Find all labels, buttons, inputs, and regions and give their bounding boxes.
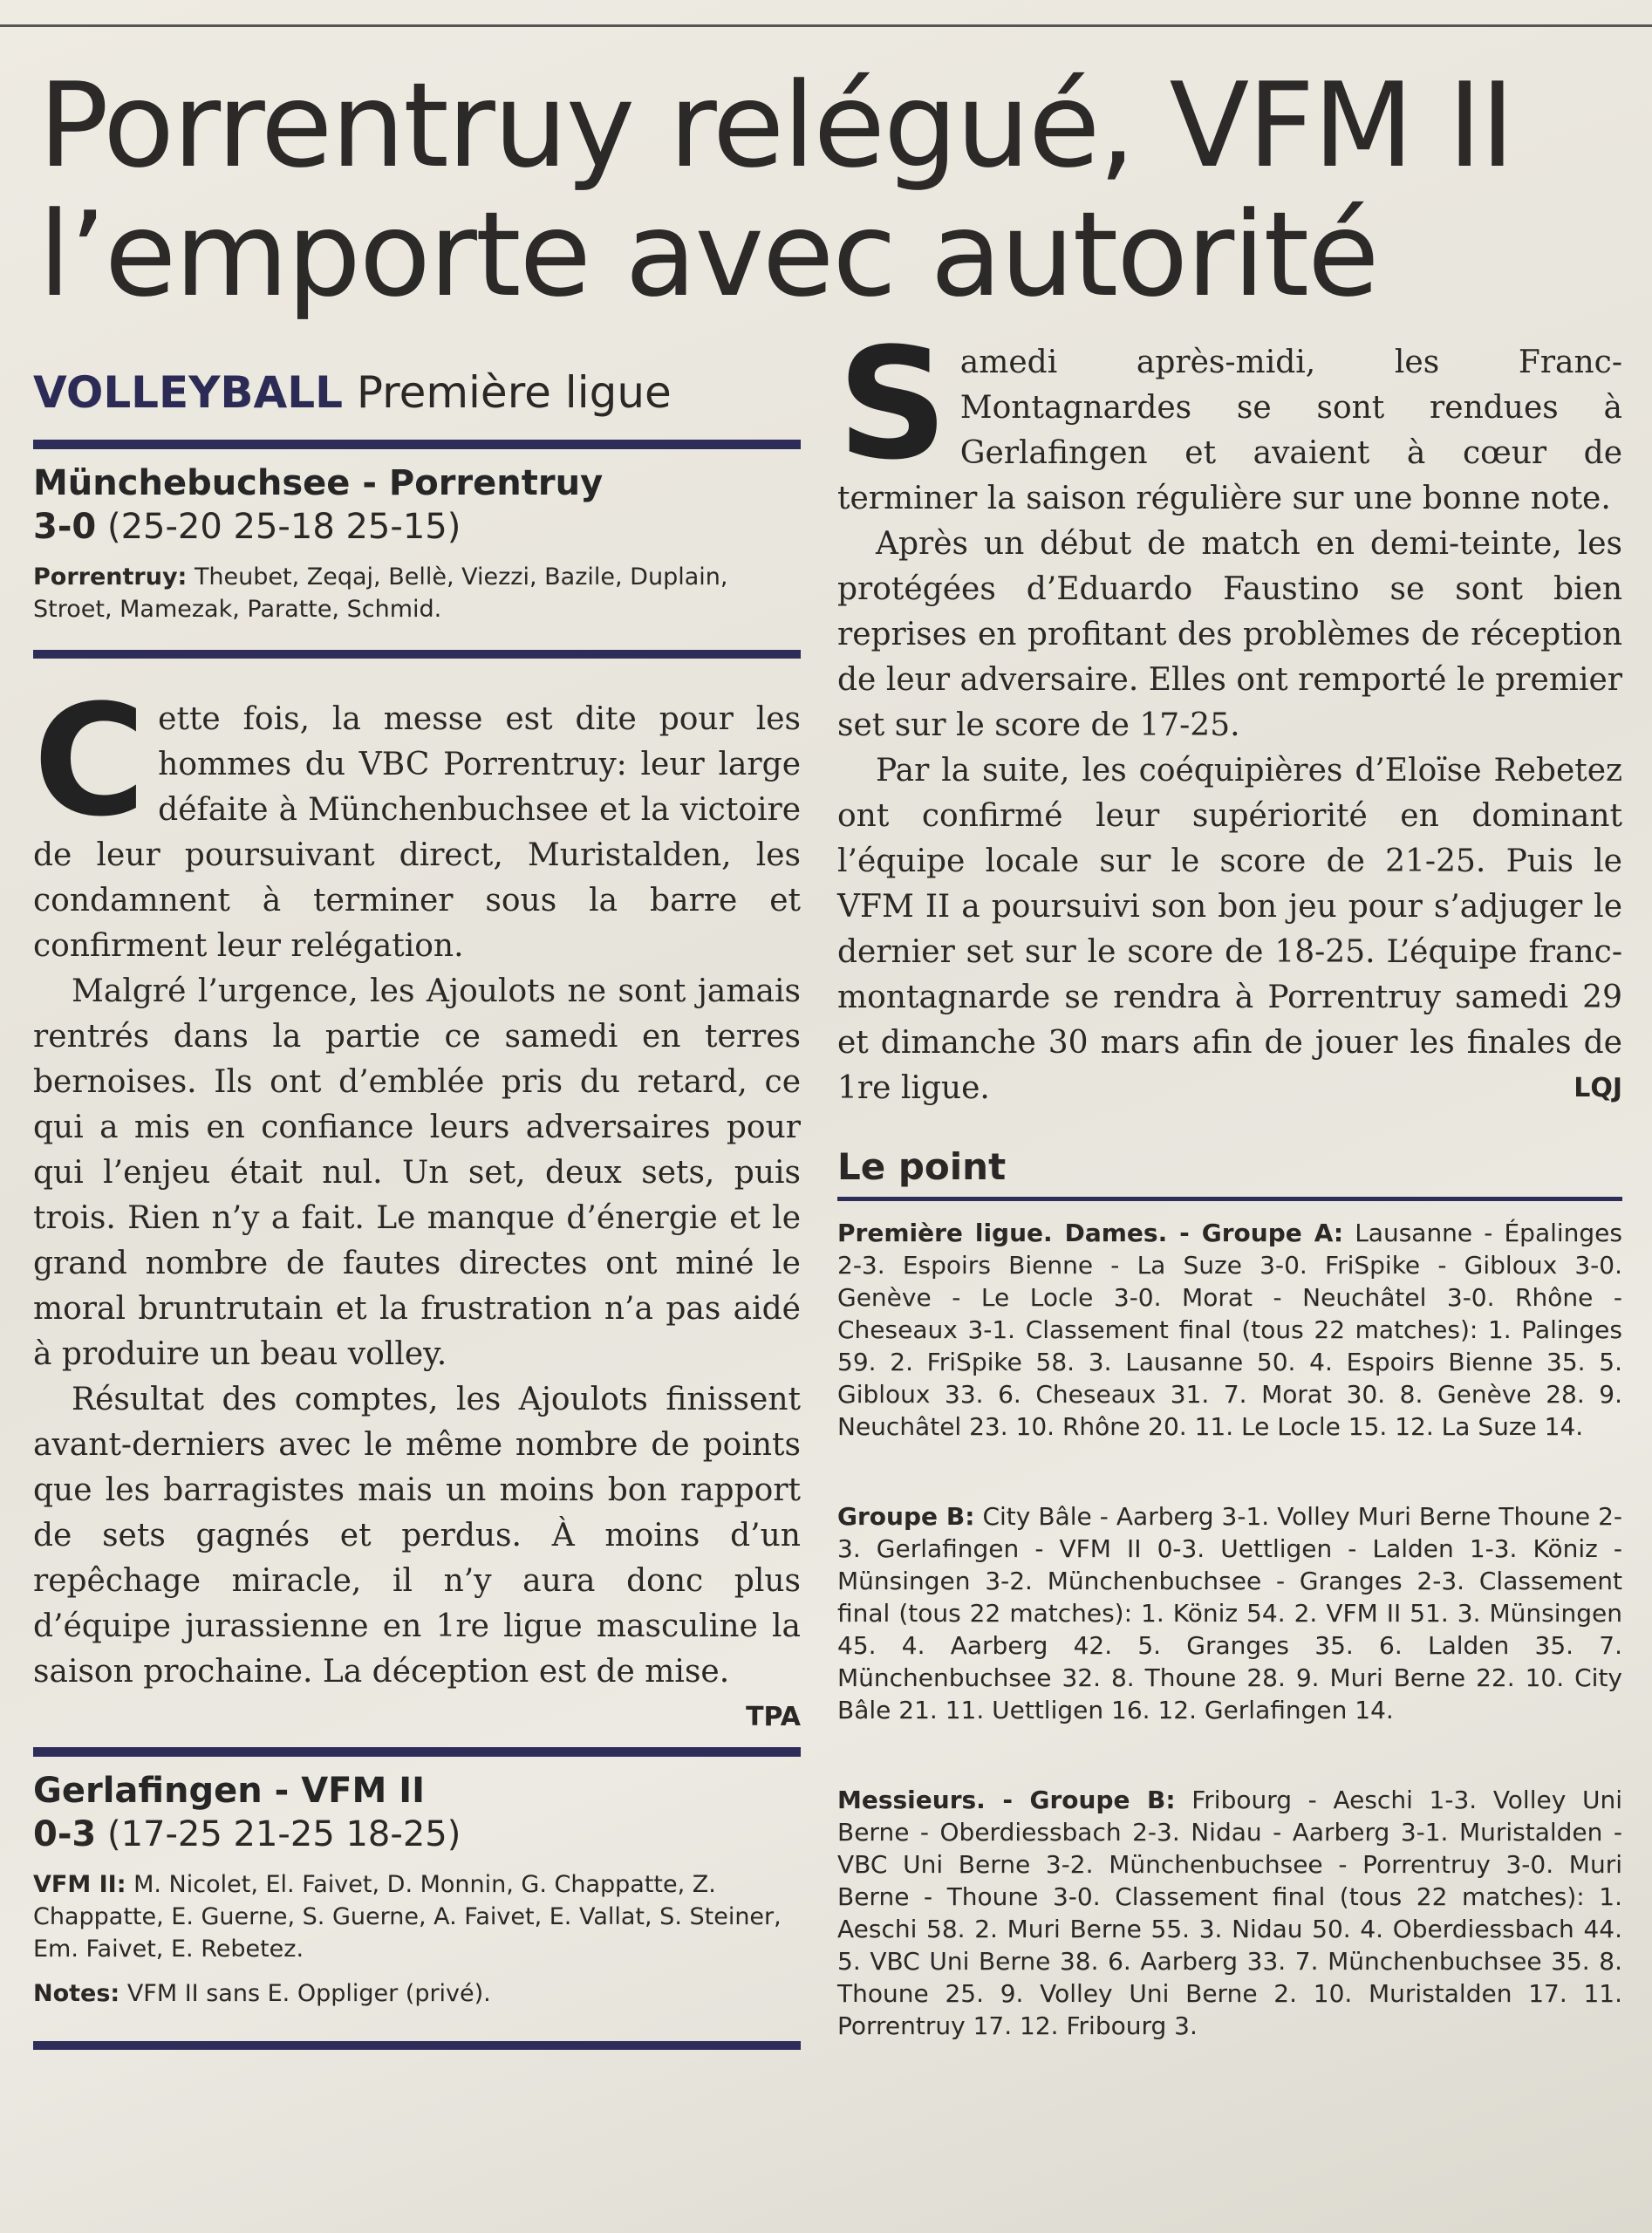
match2-score-line [33,1813,801,1856]
match1-score-line [33,505,801,549]
match2-top-rule [33,1747,801,1757]
section-kicker [33,366,801,419]
le-point-rule [837,1197,1622,1201]
article1-signature: TPA [746,1702,801,1732]
match1-rule [33,650,801,659]
match1-score: 3-0 [33,507,97,547]
match2-lineup [33,1868,801,1965]
left-column [33,366,801,2050]
match2-score: 0-3 [33,1814,97,1854]
block3-text: Fribourg - Aeschi 1-3. Volley Uni Berne - Oberdiessbach 2-3. Nidau - Aarberg 3-1. Muristalden - VBC Uni Berne 3-2. Münchenbuchsee - Porrentruy 3-0. Muri Berne - Thoune 3-0. Classement final (tous 22 matches): 1. Aeschi 58. 2. Muri Berne 55. 3. Nidau 50. 4. Oberdiessbach 44. 5. VBC Uni Berne 38. 6. Aarberg 33. 7. Münchenbuchsee 35. 8. Thoune 25. 9. Volley Uni Berne 2. 10. Muristalden 17. 11. Porrentruy 17. 12. Fribourg 3. [837,1786,1622,2040]
article2-para-3 [837,748,1622,1111]
match2-notes [33,1977,801,2010]
section-rule [33,440,801,449]
article2-para-2: Après un début de match en demi-teinte, les protégées d’Eduardo Faustino se sont bien reprises en profitant des problèmes de réception de leur adversaire. Elles ont remporté le premier set sur le score de 17-25. [837,526,1622,743]
article2-para-1 [837,315,1622,522]
match2-lineup-players: M. Nicolet, El. Faivet, D. Monnin, G. Chappatte, Z. Chappatte, E. Guerne, S. Guerne, A. Faivet, E. Vallat, S. Steiner, Em. Faivet, E. Rebetez. [33,1871,782,1963]
block1-label: Première ligue. Dames. - Groupe A: [837,1219,1344,1247]
le-point-title: Le point [837,1145,1007,1188]
kicker-sport: VOLLEYBALL [33,367,343,418]
article2-para-3-text: Par la suite, les coéquipières d’Eloïse Rebetez ont confirmé leur supériorité en dominant l’équipe locale sur le score de 21-25. Puis le VFM II a poursuivi son bon jeu pour s’adjuger le dernier set sur le score de 18-25. L’équipe franc-montagnarde se rendra à Porrentruy samedi 29 et dimanche 30 mars afin de jouer les finales de 1re ligue. [837,753,1622,1106]
match-result-1 [33,461,801,549]
match1-lineup-label: Porrentruy: [33,563,188,591]
article2-para-1-text: amedi après-midi, les Franc-Montagnardes se sont rendues à Gerlafingen et avaient à cœur de terminer la saison régulière sur une bonne note. [837,345,1622,516]
match1-lineup-players: Theubet, Zeqaj, Bellè, Viezzi, Bazile, Duplain, Stroet, Mamezak, Paratte, Schmid. [33,563,728,623]
match1-teams: Münchebuchsee - Porrentruy [33,463,604,503]
article1-para-1-text: ette fois, la messe est dite pour les hommes du VBC Porrentruy: leur large défaite à Münchenbuchsee et la victoire de leur poursuivant direct, Muristalden, les condamnent à terminer sous la barre et confirment leur relégation. [33,701,801,964]
match2-notes-text: VFM II sans E. Oppliger (privé). [126,1980,491,2007]
match1-sets: (25-20 25-18 25-15) [106,507,461,547]
article1-para-1 [33,672,801,969]
article2-drop-cap: S [837,315,948,494]
match2-bottom-rule [33,2041,801,2050]
results-dames-groupe-a [837,1217,1622,1443]
results-messieurs-groupe-b [837,1784,1622,2042]
top-rule [0,24,1652,27]
block2-label: Groupe B: [837,1502,975,1531]
article1-para-2: Malgré l’urgence, les Ajoulots ne sont jamais rentrés dans la partie ce samedi en terres bernoises. Ils ont d’emblée pris du retard, ce qui a mis en confiance leurs adversaires pour qui l’enjeu était nul. Un set, deux sets, puis trois. Rien n’y a fait. Le manque d’énergie et le grand nombre de fautes directes ont miné le moral bruntrutain et la frustration n’a pas aidé à produire un beau volley. [33,973,801,1372]
block2-text: City Bâle - Aarberg 3-1. Volley Muri Berne Thoune 2-3. Gerlafingen - VFM II 0-3. Uettligen - Lalden 1-3. Köniz - Münsingen 3-2. Münchenbuchsee - Granges 2-3. Classement final (tous 22 matches): 1. Köniz 54. 2. VFM II 51. 3. Münsingen 45. 4. Aarberg 42. 5. Granges 35. 6. Lalden 35. 7. Münchenbuchsee 32. 8. Thoune 28. 9. Muri Berne 22. 10. City Bâle 21. 11. Uettligen 16. 12. Gerlafingen 14. [837,1502,1623,1724]
article1-drop-cap: C [33,672,147,850]
article-1 [33,672,801,1732]
headline: Porrentruy relégué, VFM II l’emporte avec autorité [38,58,1513,323]
match-result-2 [33,1769,801,1856]
article-2 [837,315,1622,1111]
results-dames-groupe-b [837,1500,1622,1726]
match2-sets: (17-25 21-25 18-25) [106,1814,461,1854]
block1-text: Lausanne - Épalinges 2-3. Espoirs Bienne - La Suze 3-0. FriSpike - Gibloux 3-0. Genève - Le Locle 3-0. Morat - Neuchâtel 3-0. Rhône - Cheseaux 3-1. Classement final (tous 22 matches): 1. Palinges 59. 2. FriSpike 58. 3. Lausanne 50. 4. Espoirs Bienne 35. 5. Gibloux 33. 6. Cheseaux 31. 7. Morat 30. 8. Genève 28. 9. Neuchâtel 23. 10. Rhône 20. 11. Le Locle 15. 12. La Suze 14. [837,1219,1622,1441]
kicker-league: Première ligue [356,367,672,418]
article1-para-3 [33,1377,801,1732]
article2-signature: LQJ [1573,1073,1622,1103]
block3-label: Messieurs. - Groupe B: [837,1786,1176,1814]
match2-lineup-label: VFM II: [33,1871,126,1898]
match2-notes-label: Notes: [33,1980,120,2007]
article1-para-3-text: Résultat des comptes, les Ajoulots finissent avant-derniers avec le même nombre de points que les barragistes mais un moins bon rapport de sets gagnés et perdus. À moins d’un repêchage miracle, il n’y aura donc plus d’équipe jurassienne en 1re ligue masculine la saison prochaine. La déception est de mise. [33,1382,801,1690]
match2-teams: Gerlafingen - VFM II [33,1771,425,1811]
match1-lineup [33,561,801,625]
spacer [837,1443,1622,1485]
spacer [837,1726,1622,1768]
right-column [837,315,1623,2042]
